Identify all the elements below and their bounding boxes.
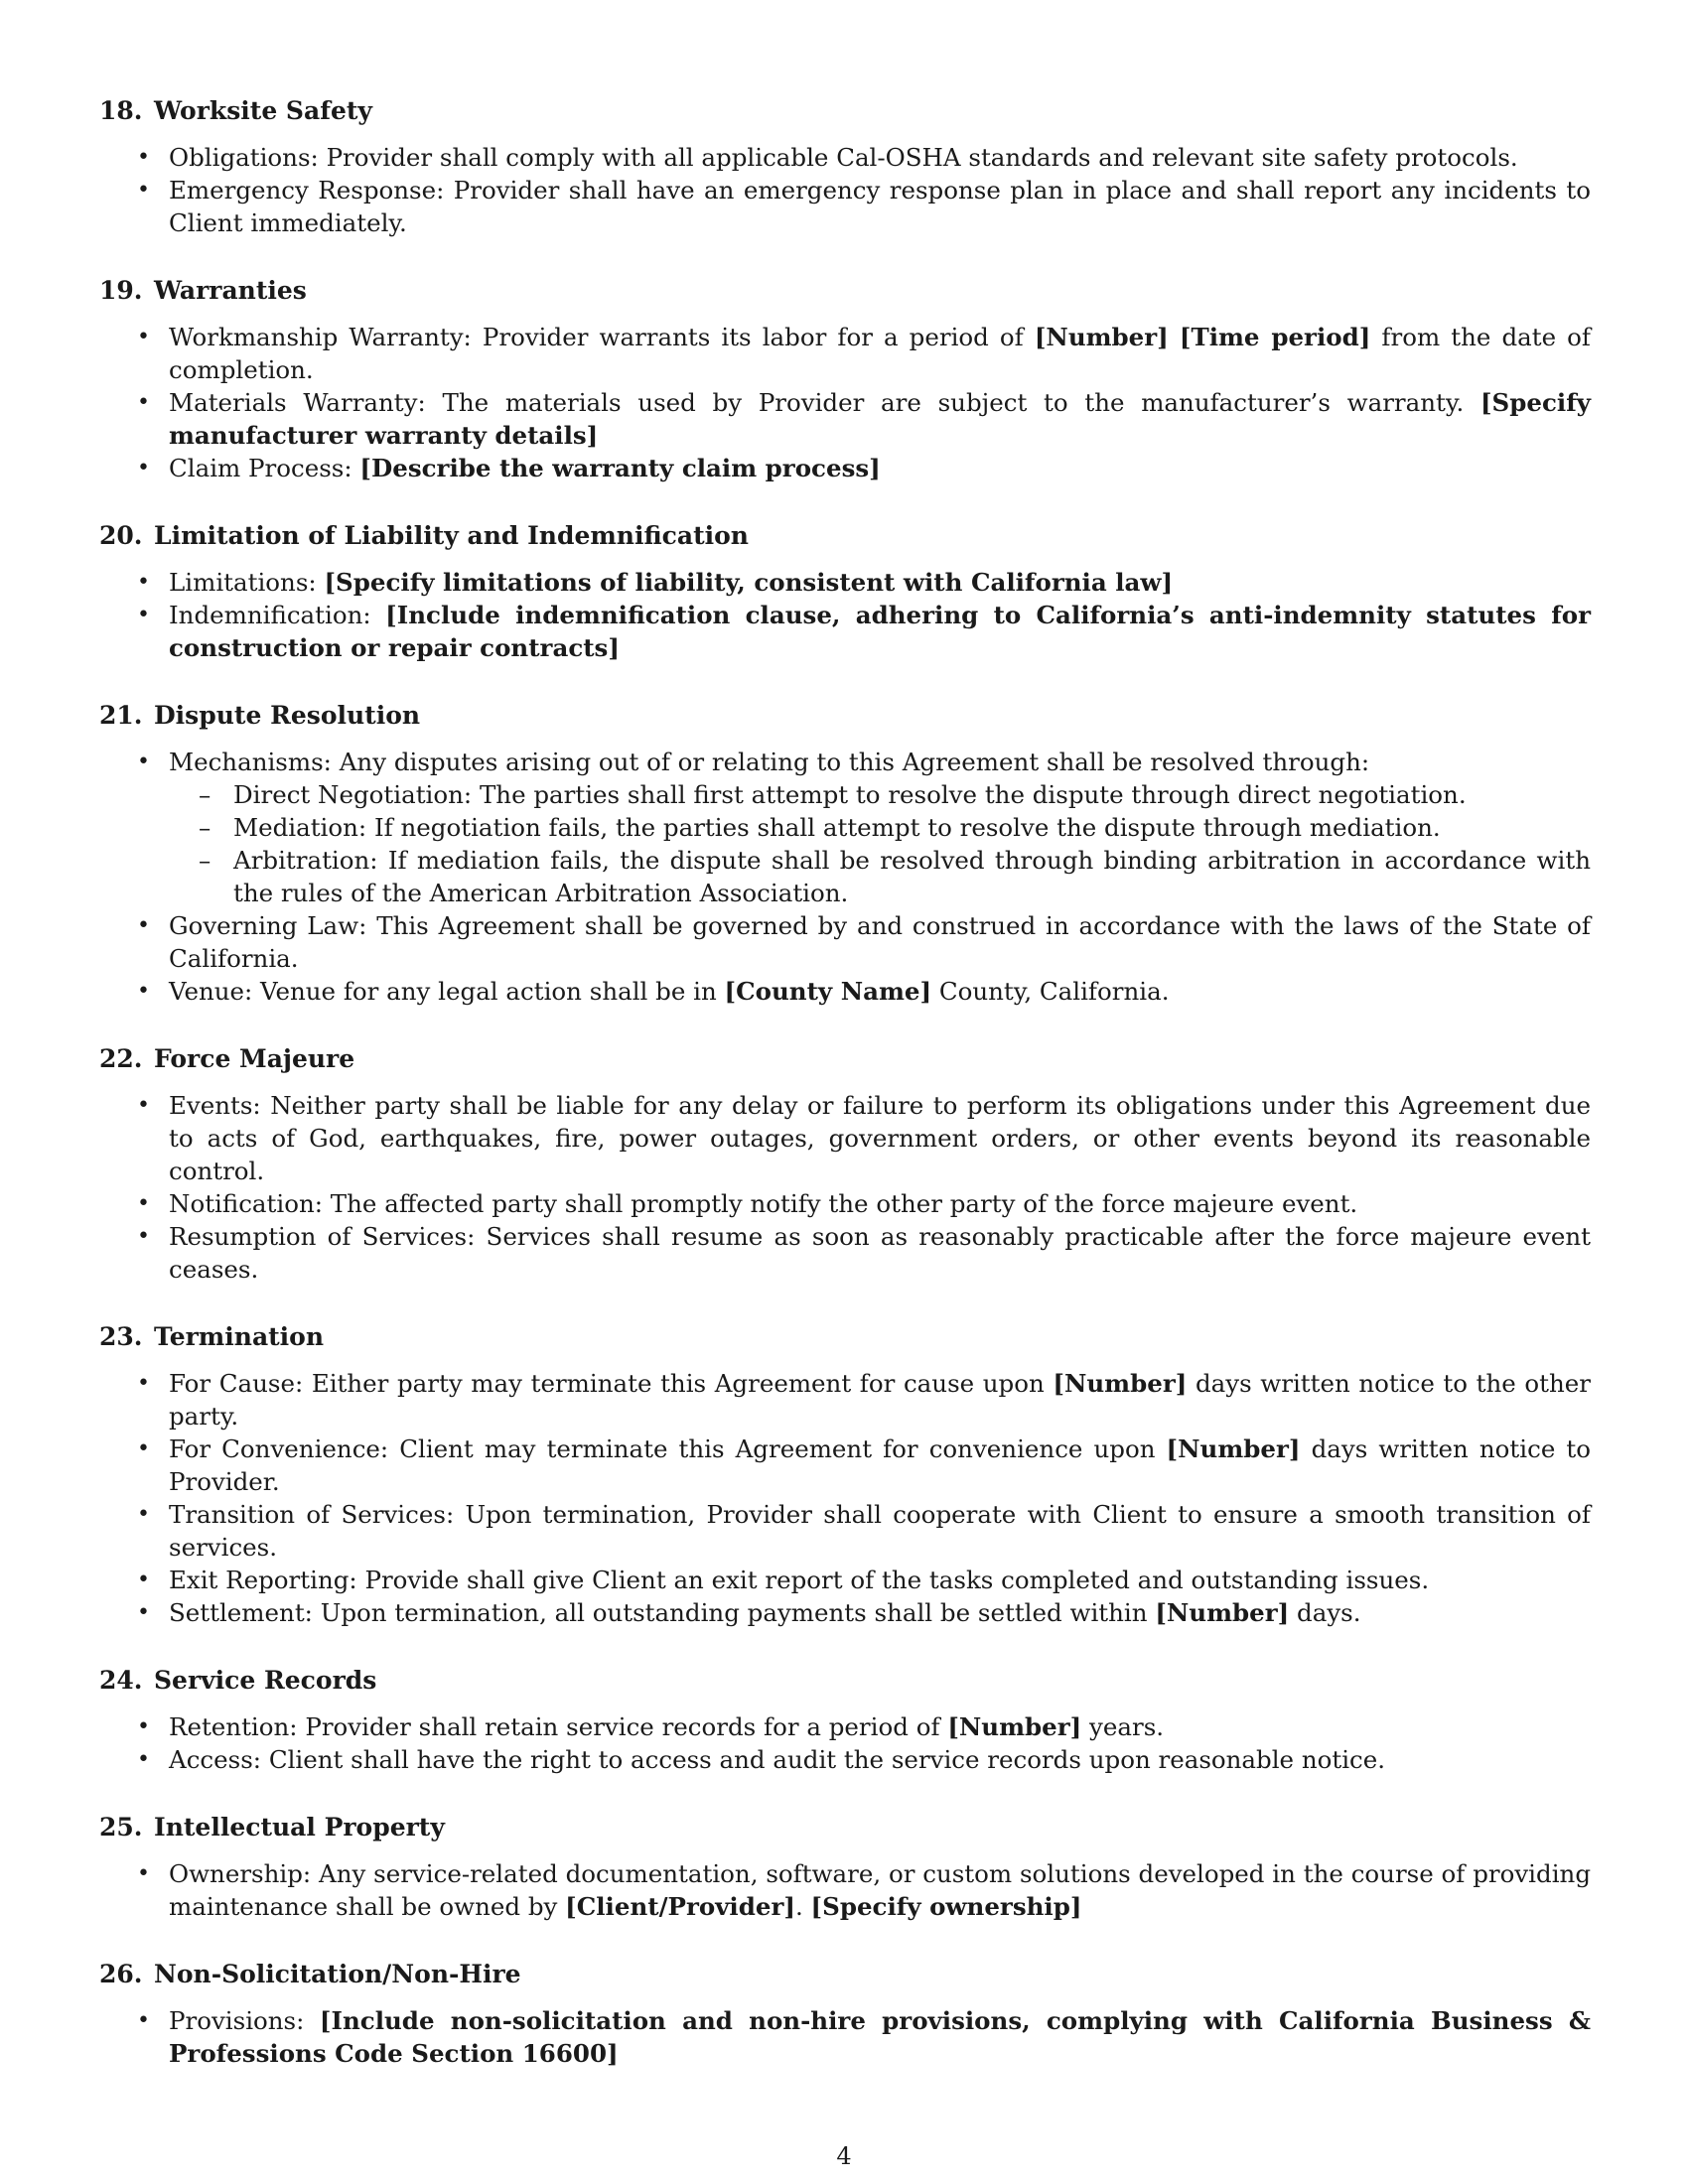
section-heading: 24. Service Records [99,1666,377,1695]
list-item: • Settlement: Upon termination, all outstanding payments shall be settled within [Number] days. [99,1596,1591,1629]
list-item: • Ownership: Any service-related documentation, software, or custom solutions developed in the course of providing maintenance shall be owned by [Client/Provider]. [Specify ownership] [99,1857,1591,1923]
list-item: • Governing Law: This Agreement shall be governed by and construed in accordance with the laws of the State of California. [99,909,1591,975]
list-item: • Limitations: [Specify limitations of liability, consistent with California law] [99,566,1591,599]
list-item: • Exit Reporting: Provide shall give Client an exit report of the tasks completed and outstanding issues. [99,1564,1591,1596]
section-26 [99,1959,1591,2070]
list-item: • Retention: Provider shall retain service records for a period of [Number] years. [99,1710,1591,1743]
list-item: • Provisions: [Include non-solicitation and non-hire provisions, complying with California Business & Professions Code Section 16600] [99,2004,1591,2070]
section-18 [99,95,1591,239]
section-heading: 22. Force Majeure [99,1044,355,1073]
list-item: • Venue: Venue for any legal action shall be in [County Name] County, California. [99,975,1591,1008]
list-item: • Notification: The affected party shall promptly notify the other party of the force majeure event. [99,1187,1591,1220]
list-item: • For Convenience: Client may terminate this Agreement for convenience upon [Number] days written notice to Provider. [99,1433,1591,1498]
section-23 [99,1321,1591,1629]
sub-list-item: – Direct Negotiation: The parties shall first attempt to resolve the dispute through direct negotiation. [169,778,1591,811]
sub-list-item: – Mediation: If negotiation fails, the parties shall attempt to resolve the dispute through mediation. [169,811,1591,844]
section-heading: 23. Termination [99,1322,325,1351]
list-item: • Materials Warranty: The materials used by Provider are subject to the manufacturer’s warranty. [Specify manufacturer warranty details] [99,386,1591,452]
section-21 [99,700,1591,1008]
section-heading: 21. Dispute Resolution [99,701,421,730]
document-page [99,95,1591,2106]
list-item: • Obligations: Provider shall comply with all applicable Cal-OSHA standards and relevant site safety protocols. [99,141,1591,174]
list-item: • Events: Neither party shall be liable for any delay or failure to perform its obligations under this Agreement due to acts of God, earthquakes, fire, power outages, government orders, or other events beyond its reasonable control. [99,1089,1591,1187]
section-24 [99,1665,1591,1776]
list-item: • For Cause: Either party may terminate this Agreement for cause upon [Number] days written notice to the other party. [99,1367,1591,1433]
list-item: • Mechanisms: Any disputes arising out of or relating to this Agreement shall be resolved through: – Direct Negotiation: The parties shall first attempt to resolve the dispute through direct negotiation. – Mediation: If negotiation fails, the parties shall attempt to resolve the dispute through mediation. – Arbitration: If mediation fails, the dispute shall be resolved through binding arbitration in accordance with the rules of the American Arbitration Association. [99,746,1591,909]
list-item: • Transition of Services: Upon termination, Provider shall cooperate with Client to ensure a smooth transition of services. [99,1498,1591,1564]
section-22 [99,1043,1591,1286]
list-item: • Access: Client shall have the right to access and audit the service records upon reasonable notice. [99,1743,1591,1776]
list-item: • Emergency Response: Provider shall have an emergency response plan in place and shall report any incidents to Client immediately. [99,174,1591,239]
section-heading: 18. Worksite Safety [99,96,372,125]
list-item: • Workmanship Warranty: Provider warrants its labor for a period of [Number] [Time period] from the date of completion. [99,321,1591,386]
list-item: • Claim Process: [Describe the warranty claim process] [99,452,1591,484]
section-heading: 19. Warranties [99,276,307,305]
list-item: • Indemnification: [Include indemnification clause, adhering to California’s anti-indemnity statutes for construction or repair contracts] [99,599,1591,664]
section-25 [99,1812,1591,1923]
page-number: 4 [836,2142,852,2170]
section-heading: 26. Non-Solicitation/Non-Hire [99,1960,521,1988]
sub-list-item: – Arbitration: If mediation fails, the dispute shall be resolved through binding arbitration in accordance with the rules of the American Arbitration Association. [169,844,1591,909]
section-heading: 25. Intellectual Property [99,1813,445,1842]
list-item: • Resumption of Services: Services shall resume as soon as reasonably practicable after the force majeure event ceases. [99,1220,1591,1286]
section-20 [99,520,1591,664]
section-heading: 20. Limitation of Liability and Indemnification [99,521,749,550]
section-19 [99,275,1591,484]
